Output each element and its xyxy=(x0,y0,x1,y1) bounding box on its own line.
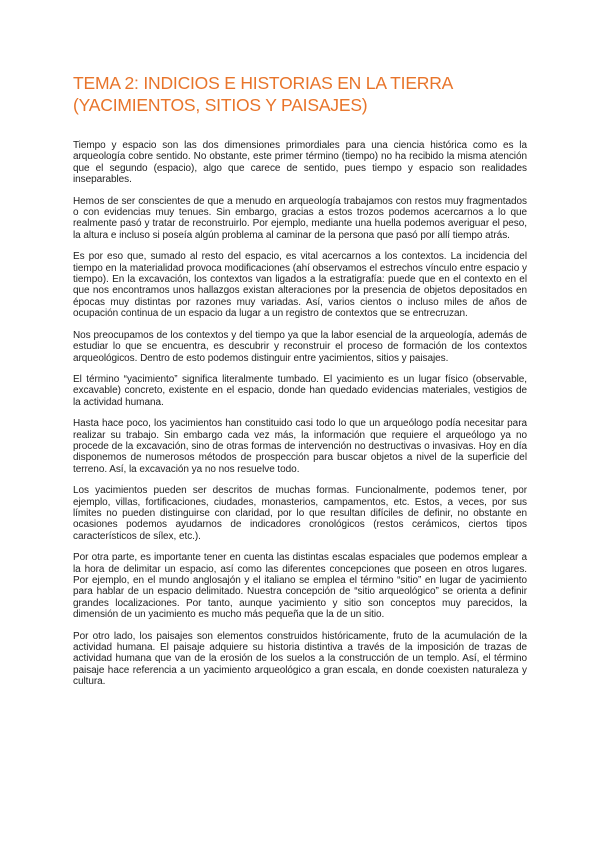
paragraph-2: Hemos de ser conscientes de que a menudo en arqueología trabajamos con restos muy fragmentados o con evidencias muy tenues. Sin embargo, gracias a estos trozos podemos acercarnos a lo que realmente pasó y tratar de reconstruirlo. Por ejemplo, mediante una huella podemos averiguar el peso, la altura e incluso si poseía algún problema al caminar de la persona que pasó por allí tiempo atrás. xyxy=(73,195,527,241)
paragraph-3: Es por eso que, sumado al resto del espacio, es vital acercarnos a los contextos. La incidencia del tiempo en la materialidad provoca modificaciones (ahí observamos el estrechos vínculo entre espacio y tiempo). En la excavación, los contextos van ligados a la estratigrafía: puede que en el contexto en el que nos encontramos unos hallazgos existan alteraciones por la presencia de objetos depositados en épocas muy distintas por razones muy variadas. Así, varios cientos o incluso miles de años de ocupación continua de un espacio da lugar a un registro de contextos que se entrecruzan. xyxy=(73,251,527,320)
paragraph-6: Hasta hace poco, los yacimientos han constituido casi todo lo que un arqueólogo podía necesitar para realizar su trabajo. Sin embargo cada vez más, la información que requiere el arqueólogo ya no procede de la excavación, sino de otras formas de intervención no destructivas o invasivas. Hoy en día disponemos de numerosos métodos de prospección para buscar objetos a nivel de la superficie del terreno. Así, la excavación ya no nos resuelve todo. xyxy=(73,418,527,475)
paragraph-8: Por otra parte, es importante tener en cuenta las distintas escalas espaciales que podemos emplear a la hora de delimitar un espacio, así como las diferentes concepciones que poseen en otros lugares. Por ejemplo, en el mundo anglosajón y el italiano se emplea el término “sitio” en lugar de yacimiento para hablar de un espacio delimitado. Nuestra concepción de “sitio arqueológico” se orienta a definir grandes localizaciones. Por tanto, aunque yacimiento y sitio son conceptos muy parecidos, la dimensión de un yacimiento es mucho más pequeña que la de un sitio. xyxy=(73,552,527,621)
paragraph-5: El término “yacimiento” significa literalmente tumbado. El yacimiento es un lugar físico (observable, excavable) concreto, existente en el espacio, donde han quedado evidencias materiales, vestigios de la actividad humana. xyxy=(73,373,527,408)
paragraph-4: Nos preocupamos de los contextos y del tiempo ya que la labor esencial de la arqueología, además de estudiar lo que se encuentra, es descubrir y reconstruir el proceso de formación de los contextos arqueológicos. Dentro de esto podemos distinguir entre yacimientos, sitios y paisajes. xyxy=(73,329,527,364)
title-line-2: (YACIMIENTOS, SITIOS Y PAISAJES) xyxy=(73,95,368,115)
paragraph-7: Los yacimientos pueden ser descritos de muchas formas. Funcionalmente, podemos tener, por ejemplo, villas, fortificaciones, ciudades, monasterios, campamentos, etc. Estos, a veces, por sus límites no pueden distinguirse con claridad, por lo que resultan difíciles de definir, no obstante en ocasiones podemos ayudarnos de indicadores cronológicos (restos cerámicos, ciertos tipos característicos de sílex, etc.). xyxy=(73,485,527,542)
paragraph-1: Tiempo y espacio son las dos dimensiones primordiales para una ciencia histórica como es la arqueología cobre sentido. No obstante, este primer término (tiempo) no ha recibido la misma atención que el segundo (espacio), algo que carece de sentido, pues tiempo y espacio son realidades inseparables. xyxy=(73,140,527,186)
page-title xyxy=(73,72,527,116)
paragraph-9: Por otro lado, los paisajes son elementos construidos históricamente, fruto de la acumulación de la actividad humana. El paisaje adquiere su historia distintiva a través de la imposición de trazas de actividad humana que van de la erosión de los suelos a la construcción de un templo. Así, el término paisaje hace referencia a un yacimiento arqueológico a gran escala, en donde coexisten naturaleza y cultura. xyxy=(73,630,527,688)
title-line-1: TEMA 2: INDICIOS E HISTORIAS EN LA TIERRA xyxy=(73,73,454,93)
